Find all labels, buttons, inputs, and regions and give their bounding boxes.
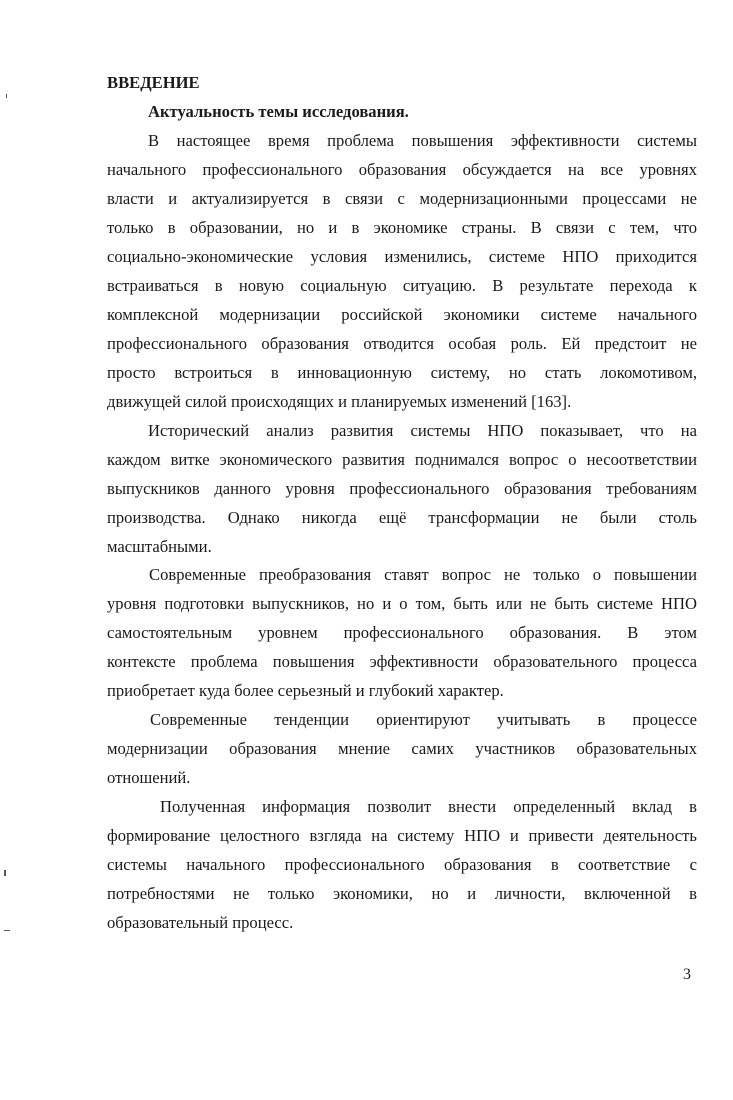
paragraph-1-line: движущей силой происходящих и планируемых изменений [163]. — [107, 391, 572, 411]
paragraph-5-line: Полученная информация позволит внести определенный вклад в — [160, 797, 697, 817]
page-number: 3 — [683, 966, 691, 983]
section-heading: ВВЕДЕНИЕ — [107, 73, 200, 92]
paragraph-1-line: комплексной модернизации российской экономики системе начального — [107, 304, 697, 324]
paragraph-1-line: только в образовании, но и в экономике страны. В связи с тем, что — [107, 217, 697, 237]
paragraph-2-line: производства. Однако никогда ещё трансформации не были столь — [107, 507, 697, 527]
paragraph-5-line: потребностями не только экономики, но и личности, включенной в — [107, 884, 697, 904]
paragraph-5-line: образовательный процесс. — [107, 913, 294, 933]
paragraph-4-line: отношений. — [107, 768, 191, 788]
paragraph-1-line: социально-экономические условия изменились, системе НПО приходится — [107, 246, 697, 266]
paragraph-5-line: формирование целостного взгляда на систему НПО и привести деятельность — [107, 826, 697, 846]
scan-mark — [4, 870, 6, 876]
paragraph-1-line: просто встроиться в инновационную систему, но стать локомотивом, — [107, 362, 697, 382]
paragraph-2-line: выпускников данного уровня профессионального образования требованиям — [107, 478, 697, 498]
paragraph-3-line: Современные преобразования ставят вопрос не только о повышении — [149, 565, 697, 585]
paragraph-4-line: Современные тенденции ориентируют учитывать в процессе — [150, 710, 697, 730]
paragraph-5-line: системы начального профессионального образования в соответствие с — [107, 855, 697, 875]
subsection-heading: Актуальность темы исследования. — [148, 102, 409, 121]
paragraph-2-line: Исторический анализ развития системы НПО показывает, что на — [148, 420, 697, 440]
paragraph-1-line: встраиваться в новую социальную ситуацию. В результате перехода к — [107, 275, 697, 295]
paragraph-1-line: профессионального образования отводится особая роль. Ей предстоит не — [107, 333, 697, 353]
paragraph-1-line: начального профессионального образования обсуждается на все уровнях — [107, 159, 697, 179]
paragraph-2-line: масштабными. — [107, 536, 212, 556]
scan-mark — [6, 94, 7, 98]
paragraph-3-line: самостоятельным уровнем профессионального образования. В этом — [107, 623, 697, 643]
paragraph-2-line: каждом витке экономического развития поднимался вопрос о несоответствии — [107, 449, 697, 469]
paragraph-3-line: уровня подготовки выпускников, но и о том, быть или не быть системе НПО — [107, 594, 697, 614]
paragraph-3-line: приобретает куда более серьезный и глубокий характер. — [107, 681, 504, 701]
paragraph-4-line: модернизации образования мнение самих участников образовательных — [107, 739, 697, 759]
paragraph-1-line: В настоящее время проблема повышения эффективности системы — [148, 130, 697, 150]
paragraph-3-line: контексте проблема повышения эффективности образовательного процесса — [107, 652, 697, 672]
paragraph-1-line: власти и актуализируется в связи с модернизационными процессами не — [107, 188, 697, 208]
scan-mark — [4, 930, 10, 931]
